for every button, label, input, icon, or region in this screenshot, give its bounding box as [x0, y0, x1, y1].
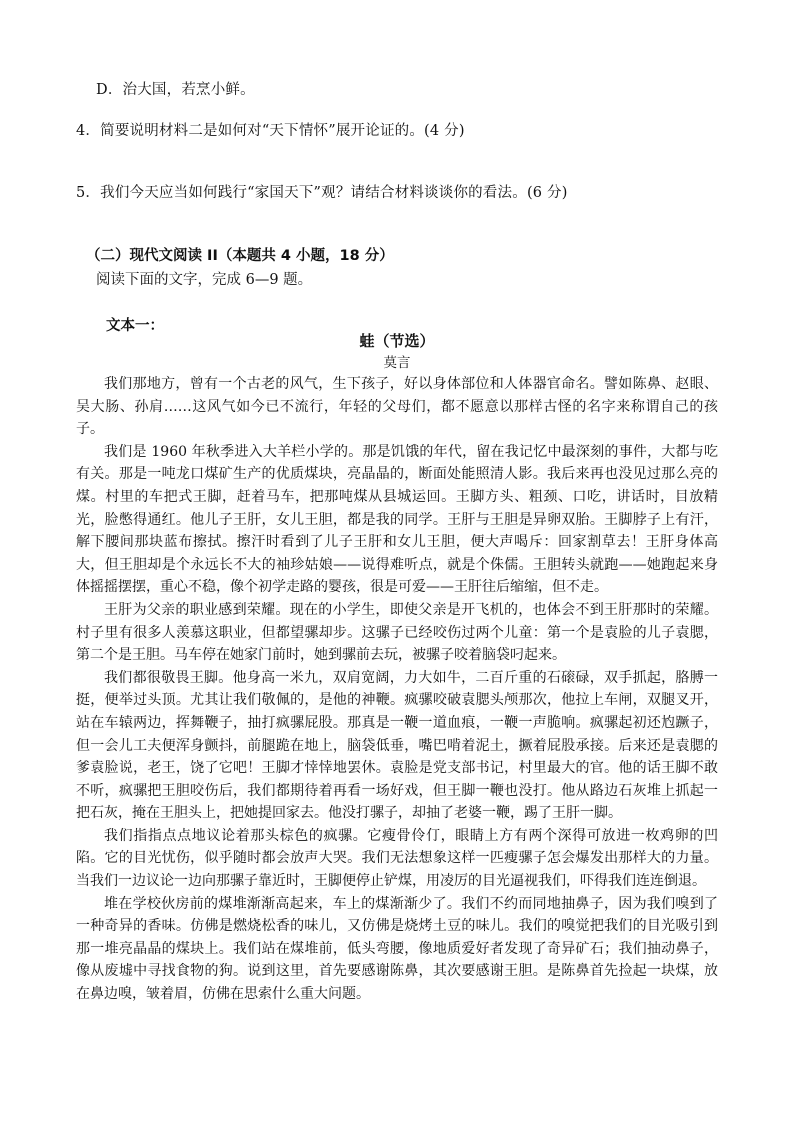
article-author: 莫言 [383, 355, 411, 371]
option-d: D．治大国，若烹小鲜。 [96, 82, 255, 98]
text-label: 文本一： [106, 318, 164, 334]
question-4: 4．简要说明材料二是如何对“天下情怀”展开论证的。(4 分) [76, 123, 465, 139]
article-body [76, 373, 718, 1006]
paragraph: 我们都很敬畏王脚。他身高一米九，双肩宽阔，力大如牛，二百斤重的石磙碌，双手抓起，胳膊一挺，便举过头顶。尤其让我们敬佩的，是他的神鞭。疯骡咬破袁腮头颅那次，他拉上车闸，双腿叉开，站在车辕两边，挥舞鞭子，抽打疯骡屁股。那真是一鞭一道血痕，一鞭一声脆响。疯骡起初还尥蹶子，但一会儿工夫便浑身颤抖，前腿跪在地上，脑袋低垂，嘴巴啃着泥土，撅着屁股承接。后来还是袁腮的爹袁脸说，老王，饶了它吧！王脚才悻悻地罢休。袁脸是党支部书记，村里最大的官。他的话王脚不敢不听，疯骡把王胆咬伤后，我们都期待着再看一场好戏，但王脚一鞭也没打。他从路边石灰堆上抓起一把石灰，掩在王胆头上，把她提回家去。他没打骡子，却抽了老婆一鞭，踢了王肝一脚。 [76, 669, 718, 822]
paragraph: 我们是 1960 年秋季进入大羊栏小学的。那是饥饿的年代，留在我记忆中最深刻的事件，大都与吃有关。那是一吨龙口煤矿生产的优质煤块，亮晶晶的，断面处能照清人影。我后来再也没见过那么亮的煤。村里的车把式王脚，赶着马车，把那吨煤从县城运回。王脚方头、粗颈、口吃，讲话时，目放精光，脸憋得通红。他儿子王肝，女儿王胆，都是我的同学。王肝与王胆是异卵双胎。王脚脖子上有汗，解下腰间那块蓝布擦拭。擦汗时看到了儿子王肝和女儿王胆，便大声喝斥：回家割草去！王肝身体高大，但王胆却是个永远长不大的袖珍姑娘——说得难听点，就是个侏儒。王胆转头就跑——她跑起来身体摇摇摆摆，重心不稳，像个初学走路的婴孩，很是可爱——王肝往后缩缩，但不走。 [76, 443, 718, 596]
paragraph: 我们指指点点地议论着那头棕色的疯骡。它瘦骨伶仃，眼睛上方有两个深得可放进一枚鸡卵的凹陷。它的目光忧伤，似乎随时都会放声大哭。我们无法想象这样一匹瘦骡子怎会爆发出那样大的力量。当我们一边议论一边向那骡子靠近时，王脚便停止铲煤，用凌厉的目光逼视我们，吓得我们连连倒退。 [76, 827, 718, 890]
section-title: （二）现代文阅读 II（本题共 4 小题，18 分） [86, 248, 394, 264]
question-5: 5．我们今天应当如何践行“家国天下”观？请结合材料谈谈你的看法。(6 分) [76, 185, 568, 201]
paragraph: 堆在学校伙房前的煤堆渐渐高起来，车上的煤渐渐少了。我们不约而同地抽鼻子，因为我们嗅到了一种奇异的香味。仿佛是燃烧松香的味儿，又仿佛是烧烤土豆的味儿。我们的嗅觉把我们的目光吸引到那一堆亮晶晶的煤块上。我们站在煤堆前，低头弯腰，像地质爱好者发现了奇异矿石；我们抽动鼻子，像从废墟中寻找食物的狗。说到这里，首先要感谢陈鼻，其次要感谢王胆。是陈鼻首先捡起一块煤，放在鼻边嗅，皱着眉，仿佛在思索什么重大问题。 [76, 895, 718, 1003]
paragraph: 我们那地方，曾有一个古老的风气，生下孩子，好以身体部位和人体器官命名。譬如陈鼻、赵眼、吴大肠、孙肩……这风气如今已不流行，年轻的父母们，都不愿意以那样古怪的名字来称谓自己的孩子。 [76, 376, 718, 438]
article-title: 蛙（节选） [359, 332, 435, 350]
section-instruction: 阅读下面的文字，完成 6—9 题。 [96, 272, 313, 288]
paragraph: 王肝为父亲的职业感到荣耀。现在的小学生，即使父亲是开飞机的，也体会不到王肝那时的荣耀。村子里有很多人羡慕这职业，但都望骡却步。这骡子已经咬伤过两个儿童：第一个是袁脸的儿子袁腮，第二个是王胆。马车停在她家门前时，她到骡前去玩，被骡子咬着脑袋叼起来。 [76, 601, 718, 664]
